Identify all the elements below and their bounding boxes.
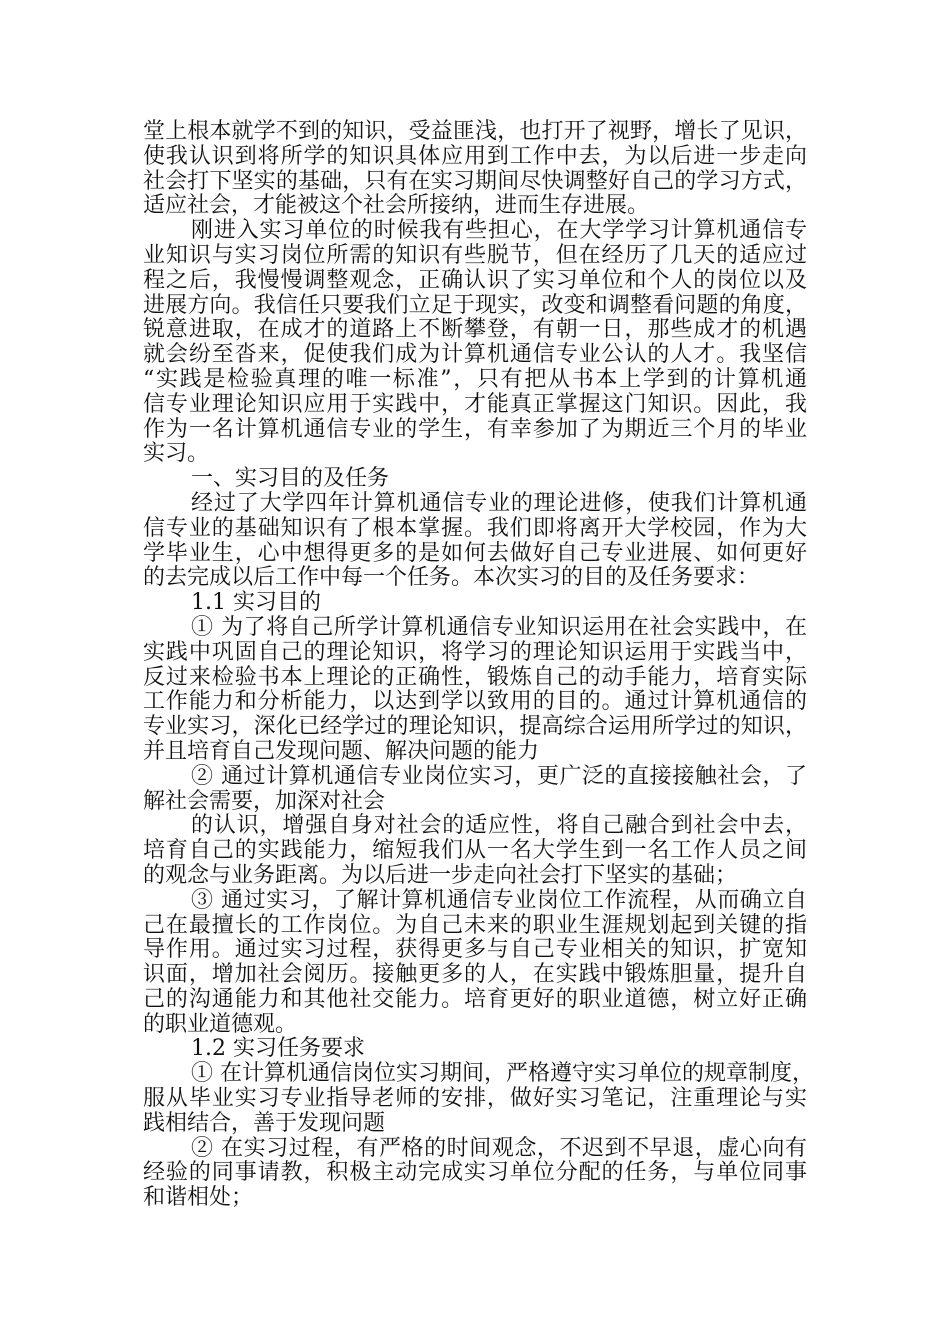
text-line: 学毕业生，心中想得更多的是如何去做好自己专业进展、如何更好 [143, 540, 807, 566]
text-line: 培育自己的实践能力，缩短我们从一名大学生到一名工作人员之间 [143, 838, 807, 864]
paragraph [143, 765, 807, 815]
text-line: ① 为了将自己所学计算机通信专业知识运用在社会实践中，在 [191, 614, 807, 640]
text-line: 使我认识到将所学的知识具体应用到工作中去，为以后进一步走向 [143, 143, 807, 169]
text-line: 堂上根本就学不到的知识，受益匪浅，也打开了视野，增长了见识， [143, 119, 807, 144]
text-line: 的观念与业务距离。为以后进一步走向社会打下坚实的基础； [143, 862, 738, 888]
text-line: 践相结合，善于发现问题 [143, 1110, 386, 1136]
text-line: 作为一名计算机通信专业的学生，有幸参加了为期近三个月的毕业 [143, 416, 807, 442]
paragraph [143, 219, 807, 467]
text-line: 适应社会，才能被这个社会所接纳，进而生存进展。 [143, 193, 650, 219]
text-line: 并且培育自己发现问题、解决问题的能力 [143, 738, 540, 764]
text-line: ① 在计算机通信岗位实习期间，严格遵守实习单位的规章制度， [191, 1061, 814, 1087]
paragraph [143, 1137, 807, 1211]
paragraph [143, 120, 807, 219]
text-line: 经验的同事请教，积极主动完成实习单位分配的任务，与单位同事 [143, 1160, 807, 1186]
text-line: 的认识，增强自身对社会的适应性，将自己融合到社会中去， [191, 813, 807, 839]
text-line: 1.2 实习任务要求 [191, 1036, 365, 1062]
text-line: 反过来检验书本上理论的正确性，锻炼自己的动手能力，培育实际 [143, 664, 807, 690]
document-body [143, 119, 814, 1211]
text-line: 工作能力和分析能力，以达到学以致用的目的。通过计算机通信的 [143, 689, 807, 715]
paragraph [143, 467, 807, 492]
paragraph [143, 1061, 814, 1136]
text-line: ③ 通过实习，了解计算机通信专业岗位工作流程，从而确立自 [191, 887, 807, 913]
text-line: 的去完成以后工作中每一个任务。本次实习的目的及任务要求： [143, 565, 760, 591]
text-line: 刚进入实习单位的时候我有些担心，在大学学习计算机通信专 [191, 218, 807, 244]
text-line: 经过了大学四年计算机通信专业的理论进修，使我们计算机通 [191, 490, 807, 516]
text-line: 就会纷至沓来，促使我们成为计算机通信专业公认的人才。我坚信 [143, 342, 807, 368]
paragraph [143, 616, 807, 765]
text-line: 和谐相处； [143, 1185, 254, 1211]
text-line: 程之后，我慢慢调整观念，正确认识了实习单位和个人的岗位以及 [143, 267, 807, 293]
text-line: 实习。 [143, 441, 210, 467]
text-line: 1.1 实习目的 [191, 590, 321, 616]
text-line: 解社会需要，加深对社会 [143, 788, 386, 814]
text-line: 己在最擅长的工作岗位。为自己未来的职业生涯规划起到关键的指 [143, 912, 807, 938]
paragraph [143, 1037, 807, 1062]
text-line: 社会打下坚实的基础，只有在实习期间尽快调整好自己的学习方式， [143, 168, 807, 194]
text-line: 业知识与实习岗位所需的知识有些脱节，但在经历了几天的适应过 [143, 242, 807, 268]
text-line: “实践是检验真理的唯一标准”，只有把从书本上学到的计算机通 [143, 366, 807, 392]
text-line: 信专业理论知识应用于实践中，才能真正掌握这门知识。因此，我 [143, 391, 807, 417]
text-line: 专业实习，深化已经学过的理论知识，提高综合运用所学过的知识， [143, 714, 807, 740]
text-line: 信专业的基础知识有了根本掌握。我们即将离开大学校园，作为大 [143, 515, 807, 541]
text-line: 识面，增加社会阅历。接触更多的人，在实践中锻炼胆量，提升自 [143, 962, 807, 988]
paragraph [143, 591, 807, 616]
text-line: 进展方向。我信任只要我们立足于现实，改变和调整看问题的角度， [143, 292, 807, 318]
text-line: 锐意进取，在成才的道路上不断攀登，有朝一日，那些成才的机遇 [143, 317, 807, 343]
paragraph [143, 889, 807, 1038]
paragraph [143, 814, 807, 888]
text-line: 服从毕业实习专业指导老师的安排，做好实习笔记，注重理论与实 [143, 1086, 807, 1112]
text-line: ② 通过计算机通信专业岗位实习，更广泛的直接接触社会，了 [191, 763, 807, 789]
paragraph [143, 492, 807, 591]
text-line: 导作用。通过实习过程，获得更多与自己专业相关的知识，扩宽知 [143, 937, 807, 963]
text-line: 己的沟通能力和其他社交能力。培育更好的职业道德，树立好正确 [143, 986, 807, 1012]
text-line: 一、实习目的及任务 [191, 466, 390, 492]
text-line: 实践中巩固自己的理论知识，将学习的理论知识运用于实践当中， [143, 639, 807, 665]
text-line: 的职业道德观。 [143, 1011, 298, 1037]
text-line: ② 在实习过程，有严格的时间观念，不迟到不早退，虚心向有 [191, 1135, 807, 1161]
